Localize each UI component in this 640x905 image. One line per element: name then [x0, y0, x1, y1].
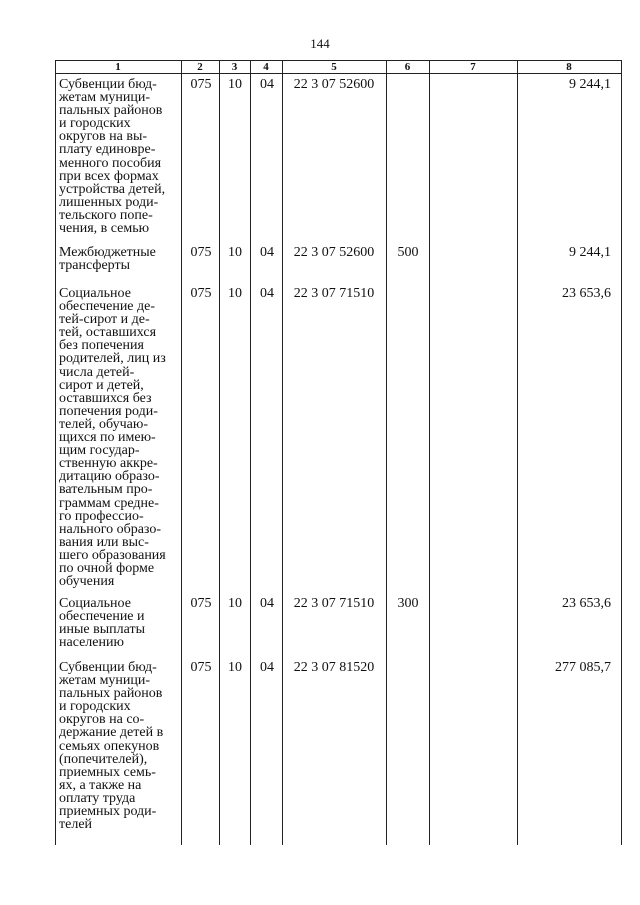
column-header: 6	[404, 61, 411, 73]
page-number: 144	[310, 36, 330, 51]
column-header: 4	[263, 61, 269, 73]
row-col-5: 22 3 07 81520	[293, 660, 375, 675]
column-divider	[429, 60, 430, 845]
row-name: Субвенции бюд- жетам муници- пальных районов и городских округов на вы- плату единовре- менного пособия при всех формах устройства детей, лишенных роди- тельского попе- чения, в семью	[59, 77, 166, 237]
table-left-border	[55, 60, 56, 845]
row-col-8: 9 244,1	[569, 77, 611, 92]
row-col-2: 075	[190, 596, 212, 611]
row-col-2: 075	[190, 286, 212, 301]
row-col-4: 04	[260, 596, 274, 611]
row-col-4: 04	[260, 660, 274, 675]
row-col-3: 10	[228, 77, 242, 92]
column-divider	[282, 60, 283, 845]
row-col-5: 22 3 07 71510	[293, 286, 375, 301]
row-col-3: 10	[228, 660, 242, 675]
budget-table	[55, 60, 622, 845]
column-header: 5	[331, 61, 337, 73]
row-col-8: 277 085,7	[555, 660, 611, 675]
column-divider	[517, 60, 518, 845]
row-col-4: 04	[260, 286, 274, 301]
row-col-3: 10	[228, 286, 242, 301]
column-header: 3	[231, 61, 238, 73]
column-divider	[219, 60, 220, 845]
row-col-2: 075	[190, 77, 212, 92]
column-divider	[181, 60, 182, 845]
column-header: 7	[470, 61, 476, 73]
row-col-3: 10	[228, 245, 242, 260]
row-col-5: 22 3 07 71510	[293, 596, 375, 611]
column-divider	[250, 60, 251, 845]
row-col-5: 22 3 07 52600	[293, 245, 375, 260]
row-col-5: 22 3 07 52600	[293, 77, 375, 92]
column-header: 8	[566, 61, 572, 73]
row-col-2: 075	[190, 245, 212, 260]
row-col-8: 23 653,6	[562, 286, 611, 301]
row-col-8: 23 653,6	[562, 596, 611, 611]
row-name: Социальное обеспечение и иные выплаты населению	[59, 596, 145, 651]
column-header: 1	[115, 61, 121, 73]
header-bottom-border	[55, 73, 622, 74]
table-right-border	[621, 60, 622, 845]
column-divider	[386, 60, 387, 845]
row-col-2: 075	[190, 660, 212, 675]
row-name: Межбюджетные трансферты	[59, 245, 156, 274]
row-col-8: 9 244,1	[569, 245, 611, 260]
row-col-3: 10	[228, 596, 242, 611]
row-col-6: 500	[397, 245, 419, 260]
column-header: 2	[197, 61, 203, 73]
row-col-4: 04	[260, 77, 274, 92]
row-name: Субвенции бюд- жетам муници- пальных районов и городских округов на со- держание детей в семьях опекунов (попечителей), приемных семь- ях, а также на оплату труда приемных роди- телей	[59, 660, 164, 833]
row-col-4: 04	[260, 245, 274, 260]
row-name: Социальное обеспечение де- тей-сирот и де- тей, оставшихся без попечения родителей, лиц из числа детей- сирот и детей, оставшихся без попечения роди- телей, обучаю- щихся по имею- щим государ- ственную аккре- дитацию образо- вательным про- граммам средне- го профессио- нального образо- вания или выс- шего образования по очной форме обучения	[59, 286, 166, 590]
row-col-6: 300	[397, 596, 419, 611]
